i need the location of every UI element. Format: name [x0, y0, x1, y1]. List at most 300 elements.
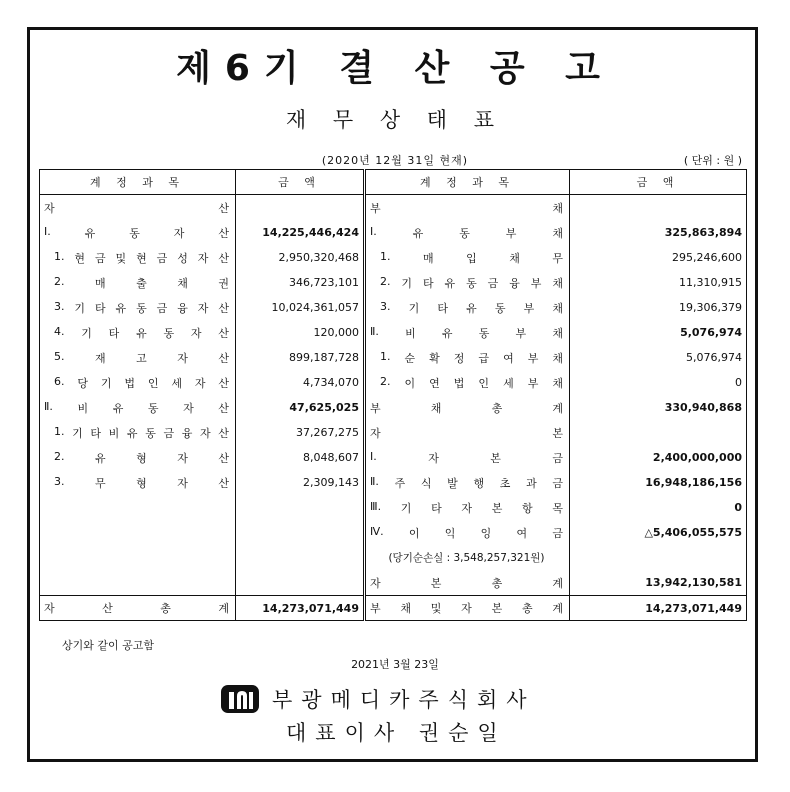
right-amount-cell: 16,948,186,156	[645, 476, 742, 489]
right-account-cell	[365, 195, 570, 221]
right-account-label	[370, 325, 565, 341]
left-account-cell	[40, 270, 236, 295]
account-char: 및	[430, 602, 442, 615]
total-assets-amount: 14,273,071,449	[236, 596, 365, 621]
account-char: 금	[552, 526, 563, 540]
account-char: 현	[74, 251, 86, 265]
account-char: 산	[218, 401, 229, 415]
account-note: (당기순손실 : 3,548,257,321원)	[388, 552, 545, 564]
right-account-cell	[365, 495, 570, 520]
account-char: 유	[84, 226, 96, 240]
account-char: 부	[523, 301, 535, 315]
right-account-cell	[365, 320, 570, 345]
account-char: 유	[466, 301, 477, 315]
account-number: Ⅱ.	[370, 324, 379, 338]
account-char: 행	[473, 476, 485, 490]
account-char: 목	[552, 501, 563, 515]
account-char: 비	[405, 326, 416, 340]
table-row	[40, 345, 747, 370]
account-char: 동	[478, 326, 490, 340]
account-char: 인	[478, 376, 490, 390]
right-account-label	[370, 500, 565, 516]
account-char: 이	[408, 526, 420, 540]
right-account-label	[380, 300, 565, 316]
account-char: 산	[102, 602, 113, 615]
table-row	[40, 495, 747, 520]
account-char: 비	[108, 426, 120, 440]
account-number: 3.	[54, 299, 65, 313]
left-amount-cell: 346,723,101	[236, 270, 365, 295]
page-title: 제6기 결 산 공 고	[176, 48, 614, 89]
account-char: 무	[94, 476, 106, 490]
account-char: 현	[136, 251, 147, 265]
left-amount-cell: 2,950,320,468	[236, 245, 365, 270]
account-char: 채	[552, 276, 563, 290]
right-account-label	[370, 225, 565, 241]
left-amount-cell: 47,625,025	[236, 395, 365, 420]
total-liab-equity-label-text	[370, 600, 565, 616]
account-char: 유	[112, 401, 124, 415]
account-char: 동	[459, 226, 470, 240]
account-char: 동	[147, 401, 159, 415]
account-number: Ⅳ.	[370, 524, 384, 538]
right-account-label	[370, 525, 565, 541]
account-char: 부	[530, 276, 542, 290]
left-amount-cell	[236, 570, 365, 596]
account-char: 기	[74, 301, 86, 315]
account-char: 산	[218, 376, 229, 390]
account-char: 금	[163, 426, 175, 440]
account-char: 동	[163, 326, 175, 340]
left-account-label	[54, 450, 231, 466]
account-number: 4.	[54, 324, 65, 338]
table-row	[40, 320, 747, 345]
account-number: 1.	[380, 349, 391, 363]
left-account-cell	[40, 220, 236, 245]
account-char: 부	[370, 201, 381, 215]
account-char: 동	[466, 276, 477, 290]
account-char: 산	[218, 476, 229, 490]
left-account-cell	[40, 370, 236, 395]
right-account-label	[370, 425, 565, 441]
account-char: 유	[444, 276, 456, 290]
account-char: 당	[77, 376, 88, 390]
left-amount-cell: 8,048,607	[236, 445, 365, 470]
right-account-cell	[365, 520, 570, 545]
account-char: 산	[218, 251, 229, 265]
account-char: 권	[218, 276, 229, 290]
account-number: 2.	[380, 374, 391, 388]
account-char: 및	[115, 251, 127, 265]
account-number: 1.	[380, 249, 391, 263]
table-row	[40, 195, 747, 221]
account-char: 여	[503, 351, 514, 365]
left-amount-cell	[236, 495, 365, 520]
table-row	[40, 545, 747, 570]
account-char: 융	[509, 276, 520, 290]
account-char: 자	[177, 351, 188, 365]
right-amount-cell: 0	[735, 376, 742, 389]
table-row	[40, 245, 747, 270]
table-row	[40, 395, 747, 420]
account-number: Ⅰ.	[370, 449, 377, 463]
table-header-row	[40, 170, 747, 195]
account-char: 발	[447, 476, 458, 490]
account-char: 부	[505, 226, 517, 240]
account-char: 정	[453, 351, 465, 365]
account-number: Ⅱ.	[44, 399, 53, 413]
account-char: 성	[177, 251, 188, 265]
account-char: 과	[526, 476, 537, 490]
account-char: 융	[181, 426, 193, 440]
account-char: 항	[522, 501, 533, 515]
left-amount-cell: 899,187,728	[236, 345, 365, 370]
right-account-cell	[365, 245, 570, 270]
account-char: 타	[431, 501, 442, 515]
account-char: 유	[126, 426, 138, 440]
account-char: 이	[404, 376, 416, 390]
left-account-cell	[40, 245, 236, 270]
left-account-label	[54, 350, 231, 366]
account-number: 1.	[54, 249, 65, 263]
account-char: 부	[527, 351, 539, 365]
left-account-cell	[40, 470, 236, 495]
right-amount-cell: 5,076,974	[680, 326, 742, 339]
right-account-label	[380, 350, 565, 366]
account-char: 자	[177, 476, 188, 490]
account-number: 5.	[54, 349, 65, 363]
left-account-cell	[40, 495, 236, 520]
left-amount-cell	[236, 195, 365, 221]
account-char: 동	[136, 301, 147, 315]
left-account-label	[44, 400, 231, 416]
right-amount-cell: 19,306,379	[679, 301, 742, 314]
account-char: 자	[461, 602, 472, 615]
right-account-label	[370, 450, 565, 466]
account-char: 세	[503, 376, 514, 390]
account-char: 동	[145, 426, 156, 440]
account-char: 자	[428, 451, 439, 465]
table-row-totals	[40, 596, 747, 621]
account-char: 채	[400, 602, 412, 615]
table-row	[40, 295, 747, 320]
account-char: 타	[437, 301, 448, 315]
account-char: 연	[429, 376, 440, 390]
account-char: 본	[491, 501, 503, 515]
table-row	[40, 520, 747, 545]
account-char: 채	[552, 201, 563, 215]
left-account-cell	[40, 345, 236, 370]
account-char: 자	[177, 451, 188, 465]
account-char: 계	[218, 602, 229, 615]
account-char: 기	[72, 426, 83, 440]
right-amount-cell: 13,942,130,581	[645, 576, 742, 589]
account-char: 금	[552, 451, 563, 465]
account-char: 타	[94, 301, 106, 315]
left-account-cell	[40, 395, 236, 420]
right-amount-cell: 0	[734, 501, 742, 514]
account-char: 계	[552, 602, 563, 615]
account-char: 부	[527, 376, 539, 390]
account-char: 세	[171, 376, 182, 390]
account-char: 본	[430, 576, 442, 590]
account-char: 법	[453, 376, 465, 390]
announcement-date: 2021년 3월 23일	[351, 658, 439, 671]
account-char: 자	[197, 251, 209, 265]
account-char: 산	[218, 451, 229, 465]
left-account-label	[54, 275, 231, 291]
account-char: 본	[490, 451, 501, 465]
account-char: 채	[552, 326, 563, 340]
right-account-cell	[365, 395, 570, 420]
account-char: 채	[552, 376, 563, 390]
left-account-label	[44, 200, 231, 216]
account-number: 2.	[380, 274, 391, 288]
left-account-cell	[40, 545, 236, 570]
account-number: Ⅲ.	[370, 499, 382, 513]
account-char: 매	[422, 251, 434, 265]
account-number: 2.	[54, 449, 65, 463]
total-liab-equity-label	[365, 596, 570, 621]
right-amount-cell	[570, 545, 747, 570]
statement-subtitle: 재 무 상 태 표	[285, 108, 505, 132]
table-row	[40, 420, 747, 445]
account-char: 유	[136, 326, 147, 340]
account-char: 고	[136, 351, 147, 365]
account-char: 형	[136, 476, 147, 490]
company-name: 부광메디카주식회사	[272, 688, 536, 712]
right-amount-cell: △5,406,055,575	[644, 526, 742, 539]
account-char: 인	[147, 376, 159, 390]
left-account-label	[54, 300, 231, 316]
account-char: 산	[218, 201, 229, 215]
right-amount-cell: 2,400,000,000	[652, 451, 742, 464]
left-amount-cell	[236, 520, 365, 545]
account-char: 총	[491, 576, 503, 590]
account-char: 산	[218, 351, 229, 365]
right-account-cell	[365, 445, 570, 470]
account-char: 채	[177, 276, 188, 290]
right-account-label	[380, 275, 565, 291]
ceo-name: 대표이사 권순일	[286, 721, 507, 745]
table-row	[40, 470, 747, 495]
account-char: 재	[94, 351, 106, 365]
account-char: 계	[552, 401, 563, 415]
balance-sheet-table	[39, 169, 747, 621]
left-account-cell	[40, 420, 236, 445]
account-char: 산	[218, 301, 229, 315]
account-char: 산	[218, 326, 229, 340]
account-char: 식	[420, 476, 432, 490]
account-number: 6.	[54, 374, 65, 388]
right-account-cell	[365, 295, 570, 320]
total-liab-equity-amount: 14,273,071,449	[570, 596, 747, 621]
left-amount-cell: 120,000	[236, 320, 365, 345]
left-account-cell	[40, 295, 236, 320]
account-char: 채	[509, 251, 520, 265]
account-char: 채	[552, 226, 563, 240]
account-char: 유	[94, 451, 106, 465]
right-account-label	[370, 575, 565, 591]
table-row	[40, 370, 747, 395]
account-char: 자	[183, 401, 194, 415]
right-account-label	[370, 475, 565, 491]
table-row	[40, 270, 747, 295]
unit-note: ( 단위 : 원 )	[683, 154, 742, 167]
account-char: 급	[478, 351, 490, 365]
right-account-cell	[365, 545, 570, 570]
account-number: 3.	[380, 299, 391, 313]
account-char: 출	[136, 276, 147, 290]
account-char: 확	[429, 351, 440, 365]
account-char: 자	[194, 376, 206, 390]
account-number: Ⅱ.	[370, 474, 379, 488]
account-char: 금	[94, 251, 106, 265]
left-account-label	[54, 425, 231, 441]
right-account-cell	[365, 220, 570, 245]
account-number: 1.	[54, 424, 65, 438]
right-amount-cell	[570, 195, 747, 221]
right-account-label	[370, 400, 565, 416]
right-account-label	[380, 375, 565, 391]
left-account-label	[54, 475, 231, 491]
account-char: 잉	[480, 526, 492, 540]
account-char: 채	[552, 351, 563, 365]
account-char: 부	[515, 326, 527, 340]
account-char: 채	[430, 401, 442, 415]
account-number: 3.	[54, 474, 65, 488]
account-char: 자	[461, 501, 473, 515]
account-char: 익	[444, 526, 456, 540]
right-amount-cell: 11,310,915	[679, 276, 742, 289]
account-char: 금	[156, 301, 168, 315]
account-char: 자	[370, 426, 381, 440]
account-char: 여	[516, 526, 528, 540]
right-account-cell	[365, 370, 570, 395]
account-number: Ⅰ.	[44, 224, 51, 238]
account-char: 유	[412, 226, 424, 240]
account-char: 자	[173, 226, 185, 240]
left-amount-cell: 37,267,275	[236, 420, 365, 445]
account-char: 유	[441, 326, 453, 340]
right-account-label	[370, 200, 565, 216]
account-char: 본	[552, 426, 563, 440]
account-char: 금	[156, 251, 168, 265]
account-char: 기	[81, 326, 92, 340]
account-char: 채	[552, 301, 563, 315]
total-assets-label	[40, 596, 236, 621]
account-char: 동	[494, 301, 506, 315]
account-char: 입	[466, 251, 477, 265]
left-account-cell	[40, 520, 236, 545]
total-assets-label-text	[44, 600, 231, 616]
left-account-cell	[40, 195, 236, 221]
left-amount-cell	[236, 545, 365, 570]
right-account-cell	[365, 470, 570, 495]
account-char: 기	[401, 276, 413, 290]
right-amount-cell: 5,076,974	[686, 351, 742, 364]
account-char: 자	[44, 201, 55, 215]
account-char: 자	[190, 326, 202, 340]
left-amount-cell: 2,309,143	[236, 470, 365, 495]
right-account-label	[380, 250, 565, 266]
account-char: 총	[521, 602, 533, 615]
left-account-cell	[40, 320, 236, 345]
left-amount-cell: 14,225,446,424	[236, 220, 365, 245]
right-amount-cell: 325,863,894	[664, 226, 742, 239]
account-char: 기	[400, 501, 412, 515]
account-char: 동	[129, 226, 140, 240]
right-account-cell	[365, 270, 570, 295]
left-account-label	[54, 325, 231, 341]
account-char: 유	[115, 301, 127, 315]
account-number: 2.	[54, 274, 65, 288]
account-char: 타	[422, 276, 434, 290]
left-amount-cell: 10,024,361,057	[236, 295, 365, 320]
table-row	[40, 220, 747, 245]
account-char: 산	[218, 426, 229, 440]
right-account-cell	[365, 420, 570, 445]
header-account-left: 계 정 과 목	[40, 170, 236, 195]
account-char: 비	[77, 401, 89, 415]
right-account-label	[370, 550, 565, 565]
account-char: 총	[160, 602, 171, 615]
account-char: 총	[491, 401, 503, 415]
account-number: Ⅰ.	[370, 224, 377, 238]
account-char: 자	[370, 576, 381, 590]
account-char: 기	[408, 301, 420, 315]
account-char: 초	[499, 476, 511, 490]
table-row	[40, 445, 747, 470]
left-account-cell	[40, 445, 236, 470]
account-char: 주	[394, 476, 406, 490]
left-account-label	[44, 225, 231, 241]
account-char: 부	[370, 602, 381, 615]
right-amount-cell	[570, 420, 747, 445]
left-account-label	[54, 375, 231, 391]
account-char: 자	[44, 602, 55, 615]
right-amount-cell: 295,246,600	[672, 251, 742, 264]
right-account-cell	[365, 345, 570, 370]
account-char: 형	[136, 451, 147, 465]
company-block	[220, 684, 536, 714]
account-char: 무	[552, 251, 563, 265]
left-account-label	[54, 250, 231, 266]
header-amount-left: 금 액	[236, 170, 365, 195]
left-account-cell	[40, 570, 236, 596]
table-row	[40, 570, 747, 596]
right-amount-cell: 330,940,868	[664, 401, 742, 414]
company-logo-icon	[220, 684, 260, 714]
account-char: 계	[552, 576, 563, 590]
left-amount-cell: 4,734,070	[236, 370, 365, 395]
account-char: 기	[100, 376, 112, 390]
account-char: 타	[108, 326, 120, 340]
account-char: 금	[487, 276, 499, 290]
right-account-cell	[365, 570, 570, 596]
account-char: 부	[370, 401, 381, 415]
account-char: 매	[94, 276, 106, 290]
statement-date: (2020년 12월 31일 현재)	[321, 154, 469, 167]
account-char: 융	[177, 301, 188, 315]
account-char: 법	[124, 376, 135, 390]
account-char: 산	[218, 226, 229, 240]
account-char: 본	[491, 602, 503, 615]
header-account-right: 계 정 과 목	[365, 170, 570, 195]
header-amount-right: 금 액	[570, 170, 747, 195]
account-char: 금	[552, 476, 563, 490]
account-char: 자	[197, 301, 209, 315]
